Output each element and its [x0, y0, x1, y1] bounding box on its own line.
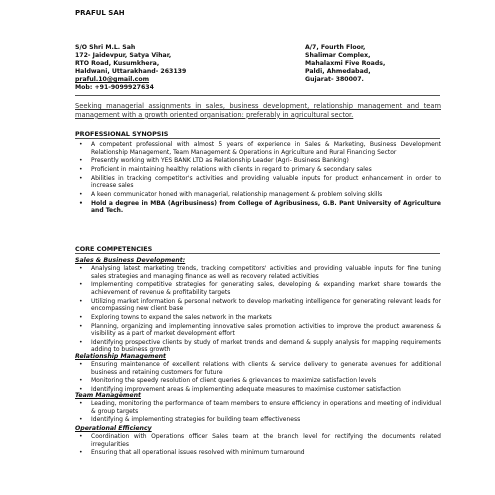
- address-line: 172- Jaidevpur, Satya Vihar,: [75, 52, 172, 59]
- permanent-address: [75, 44, 186, 92]
- team-subheading: Team Management: [75, 392, 141, 399]
- address-line: S/O Shri M.L. Sah: [75, 44, 136, 51]
- competencies-heading: CORE COMPETENCIES: [75, 245, 153, 253]
- list-item: • Proficient in maintaining healthy relations with clients in regard to primary & secondary sales: [79, 166, 372, 174]
- synopsis-list: [75, 141, 441, 216]
- list-item: • Implementing competitive strategies for generating sales, developing & expanding market share towards the achievement of revenue & profitability targets: [79, 281, 441, 296]
- team-list: [75, 400, 441, 425]
- list-item: • Analysing latest marketing trends, tracking competitors' activities and providing valuable inputs for fine tuning sales strategies and managing finance as well as recovery related activities: [79, 265, 441, 280]
- operations-list: [75, 433, 441, 458]
- candidate-name: PRAFUL SAH: [75, 9, 125, 17]
- mobile-number: Mob: +91-9099927634: [75, 84, 154, 91]
- current-address: [305, 44, 385, 84]
- relationship-subheading: Relationship Management: [75, 353, 167, 360]
- list-item: • Planning, organizing and implementing innovative sales promotion activities to improve the product awareness & visibility as a part of market development effort: [79, 322, 441, 338]
- list-item: • Utilizing market information & personal network to develop marketing intelligence for generating relevant leads for encompassing new client base: [79, 297, 441, 313]
- list-item: • A competent professional with almost 5 years of experience in Sales & Marketing, Business Development Relationship Management, Team Management & Operations in Agriculture and Rural Financing Sector: [79, 141, 441, 156]
- list-item: • Monitoring the speedy resolution of client queries & grievances to maximize satisfaction levels: [79, 377, 377, 385]
- divider: [75, 138, 440, 139]
- list-item: • Identifying prospective clients by study of market trends and demand & supply analysis for mapping requirements adding to business growth: [79, 338, 441, 354]
- sales-subheading: Sales & Business Development:: [75, 257, 186, 264]
- divider: [75, 95, 440, 96]
- list-item: • Leading, monitoring the performance of team members to ensure efficiency in operations and meeting of individual & group targets: [79, 400, 441, 415]
- address-line: RTO Road, Kusumkhera,: [75, 60, 160, 67]
- list-item: • Coordination with Operations officer Sales team at the branch level for rectifying the documents related irregularities: [79, 433, 441, 448]
- address-line: Gujarat- 380007.: [305, 76, 364, 83]
- list-item: • Presently working with YES BANK LTD as Relationship Leader (Agri- Business Banking): [79, 157, 349, 165]
- list-item: • Identifying improvement areas & implementing adequate measures to maximise customer satisfaction: [79, 386, 401, 394]
- address-line: Mahalaxmi Five Roads,: [305, 60, 386, 67]
- list-item: • Ensuring maintenance of excellent relations with clients & service delivery to generate avenues for additional business and retaining customers for future: [79, 361, 441, 376]
- list-item: • Abilities in tracking competitor's activities and providing valuable inputs for product enhancement in order to increase sales: [79, 174, 441, 190]
- address-line: Haldwani, Uttarakhand- 263139: [75, 68, 187, 75]
- list-item: • Exploring towns to expand the sales network in the markets: [79, 313, 272, 321]
- operations-subheading: Operational Efficiency: [75, 425, 152, 432]
- list-item: • Hold a degree in MBA (Agribusiness) from College of Agribusiness, G.B. Pant University of Agriculture and Tech.: [79, 199, 441, 215]
- synopsis-heading: PROFESSIONAL SYNOPSIS: [75, 130, 169, 138]
- email-link[interactable]: praful.10@gmail.com: [75, 76, 150, 83]
- address-line: Shalimar Complex,: [305, 52, 371, 59]
- list-item: • A keen communicator honed with managerial, relationship management & problem solving skills: [79, 191, 383, 199]
- relationship-list: [75, 361, 441, 395]
- sales-list: [75, 265, 441, 355]
- address-line: Paldi, Ahmedabad,: [305, 68, 371, 75]
- address-line: A/7, Fourth Floor,: [305, 44, 366, 51]
- divider: [75, 253, 440, 254]
- career-objective: Seeking managerial assignments in sales, business development, relationship management and team management with a growth oriented organisation: preferably in agricultural sector.: [75, 102, 441, 119]
- list-item: • Ensuring that all operational issues resolved with minimum turnaround: [79, 449, 305, 457]
- list-item: • Identifying & implementing strategies for building team effectiveness: [79, 416, 301, 424]
